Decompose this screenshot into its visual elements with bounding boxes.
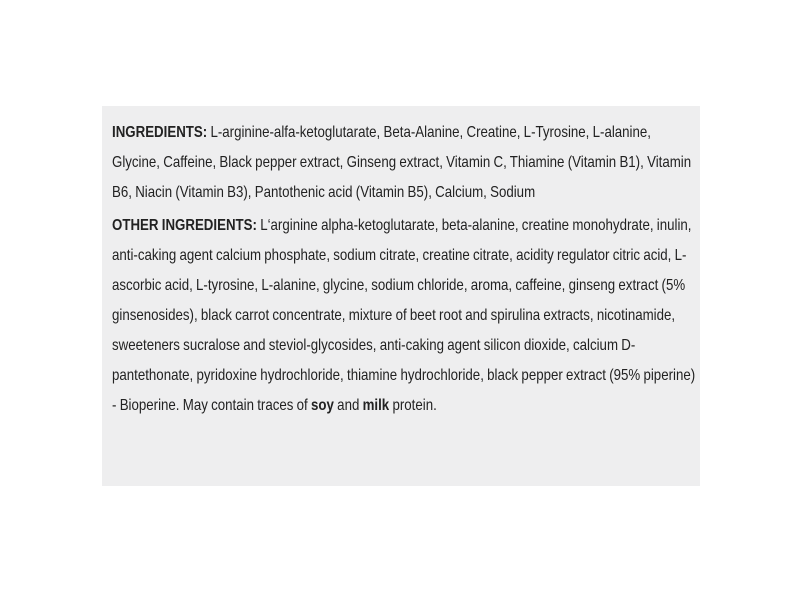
ingredients-panel: [102, 106, 700, 486]
ingredients-paragraph: [112, 118, 697, 208]
allergen-connector: and: [333, 397, 363, 414]
other-ingredients-text: L‘arginine alpha-ketoglutarate, beta-alanine, creatine monohydrate, inulin, anti-caking agent calcium phosphate, sodium citrate, creatine citrate, acidity regulator citric acid, L-ascorbic acid, L-tyrosine, L-alanine, glycine, sodium chloride, aroma, caffeine, ginseng extract (5% ginsenosides), black carrot concentrate, mixture of beet root and spirulina extracts, nicotinamide, sweeteners sucralose and steviol-glycosides, anti-caking agent silicon dioxide, calcium D-pantethonate, pyridoxine hydrochloride, thiamine hydrochloride, black pepper extract (95% piperine) - Bioperine. May contain traces of: [112, 217, 696, 414]
allergen-soy: soy: [311, 397, 334, 414]
other-ingredients-label: OTHER INGREDIENTS:: [112, 217, 257, 234]
allergen-milk: milk: [362, 397, 390, 414]
other-ingredients-tail: protein.: [389, 397, 437, 414]
ingredients-label: INGREDIENTS:: [112, 124, 208, 141]
ingredients-text: L-arginine-alfa-ketoglutarate, Beta-Alanine, Creatine, L-Tyrosine, L-alanine, Glycine, Caffeine, Black pepper extract, Ginseng extract, Vitamin C, Thiamine (Vitamin B1), Vitamin B6, Niacin (Vitamin B3), Pantothenic acid (Vitamin B5), Calcium, Sodium: [112, 124, 692, 201]
other-ingredients-paragraph: [112, 211, 697, 421]
